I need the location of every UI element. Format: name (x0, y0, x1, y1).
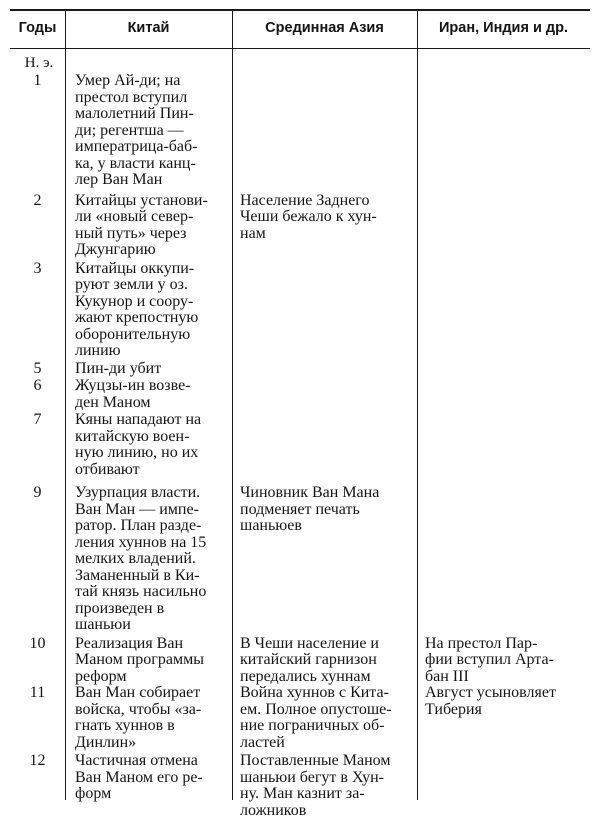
china-cell: Ван Ман собирает войска, чтобы «за- гнать хуннов в Динлин» (75, 684, 202, 751)
year-cell: 12 (29, 752, 46, 769)
column-header-china: Китай (127, 20, 170, 36)
year-cell: 3 (33, 259, 42, 277)
china-cell: Кяны нападают на китайскую воен- ную линию, но их отбивают (75, 411, 202, 478)
table-row (0, 73, 600, 193)
china-cell: Умер Ай-ди; на престол вступил малолетний Пин- ди; регентша — императрица-баб- ка, у власти канц- лер Ван Ман (75, 72, 198, 188)
central-asia-cell: Чиновник Ван Мана подменяет печать шаньюев (240, 484, 380, 534)
table-row (0, 636, 600, 686)
table-row (0, 685, 600, 753)
china-cell: Жуцзы-ин возве- ден Маном (75, 377, 191, 411)
table-top-rule (10, 9, 590, 11)
column-header-years: Годы (18, 20, 57, 36)
year-cell: 7 (33, 411, 42, 428)
china-cell: Узурпация власти. Ван Ман — импе- ратор. План разде- ления хуннов на 15 мелких владений. Заманенный в Ки- тай князь насильно произведен в шаньюи (75, 484, 207, 633)
table-row (0, 378, 600, 412)
year-cell: 2 (33, 191, 42, 209)
iran-india-cell: Август усыновляет Тиберия (425, 684, 556, 718)
table-row (0, 412, 600, 485)
year-cell: 1 (33, 72, 42, 89)
header-bottom-rule (10, 48, 590, 49)
table-row (0, 485, 600, 636)
china-cell: Китайцы установи- ли «новый север- ный путь» через Джунгарию (75, 191, 208, 258)
year-cell: 10 (29, 634, 46, 652)
year-cell: 9 (33, 484, 42, 501)
year-cell: 6 (33, 377, 42, 394)
central-asia-cell: В Чеши население и китайский гарнизон передались хуннам (240, 634, 379, 685)
china-cell: Реализация Ван Маном программы реформ (75, 634, 204, 685)
year-cell: 11 (29, 684, 46, 701)
central-asia-cell: Население Заднего Чеши бежало к хун- нам (240, 191, 377, 242)
central-asia-cell: Поставленные Маном шаньюи бегут в Хун- ну. Ман казнит за- ложников (240, 752, 391, 819)
china-cell: Пин-ди убит (75, 359, 162, 377)
column-header-central-asia: Срединная Азия (265, 20, 384, 36)
table-row (0, 261, 600, 361)
table-row (0, 361, 600, 379)
era-label: Н. э. (24, 55, 54, 71)
column-header-iran-india: Иран, Индия и др. (439, 20, 568, 36)
china-cell: Частичная отмена Ван Маном его ре- форм (75, 752, 203, 802)
table-row (0, 753, 600, 819)
iran-india-cell: На престол Пар- фии вступил Арта- бан III (425, 634, 554, 685)
china-cell: Китайцы оккупи- руют земли у оз. Кукунор и соору- жают крепостную оборонительную линию (75, 259, 199, 359)
table-body (0, 73, 600, 819)
central-asia-cell: Война хуннов с Кита- ем. Полное опустоше- ние пограничных об- ластей (240, 684, 392, 751)
year-cell: 5 (33, 359, 42, 377)
table-row (0, 193, 600, 261)
